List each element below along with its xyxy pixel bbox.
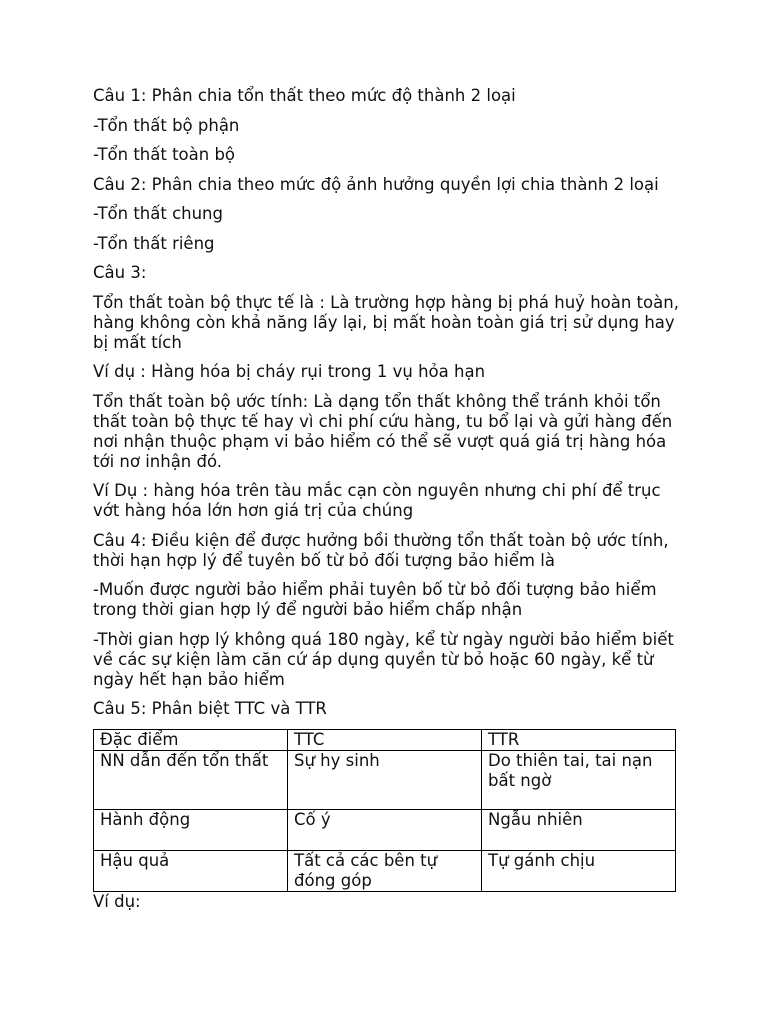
question-4-point-abandonment: -Muốn được người bảo hiểm phải tuyên bố từ bỏ đối tượng bảo hiểm trong thời gian hợp lý để người bảo hiểm chấp nhận — [93, 580, 657, 619]
table-header-cell: Đặc điểm — [94, 730, 288, 751]
table-cell: Cố ý — [288, 810, 482, 851]
question-3-heading: Câu 3: — [93, 263, 147, 282]
question-2-item-general-average: -Tổn thất chung — [93, 204, 223, 223]
table-row — [94, 851, 676, 892]
table-cell: Tất cả các bên tự đóng góp — [288, 851, 482, 892]
table-cell: NN dẫn đến tổn thất — [94, 751, 288, 810]
comparison-table — [93, 729, 676, 892]
question-4-point-time-limit: -Thời gian hợp lý không quá 180 ngày, kể từ ngày người bảo hiểm biết về các sự kiện làm căn cứ áp dụng quyền từ bỏ hoặc 60 ngày, kể từ ngày hết hạn bảo hiểm — [93, 629, 674, 689]
constructive-total-loss-definition: Tổn thất toàn bộ ước tính: Là dạng tổn thất không thể tránh khỏi tổn thất toàn bộ thực tế hay vì chi phí cứu hàng, tu bổ lại và gửi hàng đến nơi nhận thuộc phạm vi bảo hiểm có thể sẽ vượt quá giá trị hàng hóa tới nơ inhận đó. — [93, 391, 673, 471]
table-cell: Hậu quả — [94, 851, 288, 892]
table-cell: Sự hy sinh — [288, 751, 482, 810]
table-cell: Hành động — [94, 810, 288, 851]
table-header-cell: TTC — [288, 730, 482, 751]
actual-total-loss-definition: Tổn thất toàn bộ thực tế là : Là trường hợp hàng bị phá huỷ hoàn toàn, hàng không còn khả năng lấy lại, bị mất hoàn toàn giá trị sử dụng hay bị mất tích — [93, 292, 679, 352]
question-2-item-particular-average: -Tổn thất riêng — [93, 233, 215, 253]
constructive-total-loss-example: Ví Dụ : hàng hóa trên tàu mắc cạn còn nguyên nhưng chi phí để trục vớt hàng hóa lớn hơn giá trị của chúng — [93, 481, 661, 520]
question-1-item-partial-loss: -Tổn thất bộ phận — [93, 115, 240, 135]
question-5-example-label: Ví dụ: — [93, 892, 141, 911]
table-cell: Tự gánh chịu — [482, 851, 676, 892]
question-2-heading: Câu 2: Phân chia theo mức độ ảnh hưởng quyền lợi chia thành 2 loại — [93, 174, 659, 194]
question-5-heading: Câu 5: Phân biệt TTC và TTR — [93, 699, 327, 718]
document-page — [93, 86, 683, 922]
question-1-item-total-loss: -Tổn thất toàn bộ — [93, 145, 236, 164]
table-row — [94, 810, 676, 851]
table-cell: Do thiên tai, tai nạn bất ngờ — [482, 751, 676, 810]
actual-total-loss-example: Ví dụ : Hàng hóa bị cháy rụi trong 1 vụ hỏa hạn — [93, 362, 486, 381]
table-header-cell: TTR — [482, 730, 676, 751]
question-1-heading: Câu 1: Phân chia tổn thất theo mức độ thành 2 loại — [93, 86, 516, 105]
table-row — [94, 751, 676, 810]
table-header-row — [94, 730, 676, 751]
table-cell: Ngẫu nhiên — [482, 810, 676, 851]
question-4-heading: Câu 4: Điều kiện để được hưởng bồi thường tổn thất toàn bộ ước tính, thời hạn hợp lý để tuyên bố từ bỏ đối tượng bảo hiểm là — [93, 530, 669, 570]
